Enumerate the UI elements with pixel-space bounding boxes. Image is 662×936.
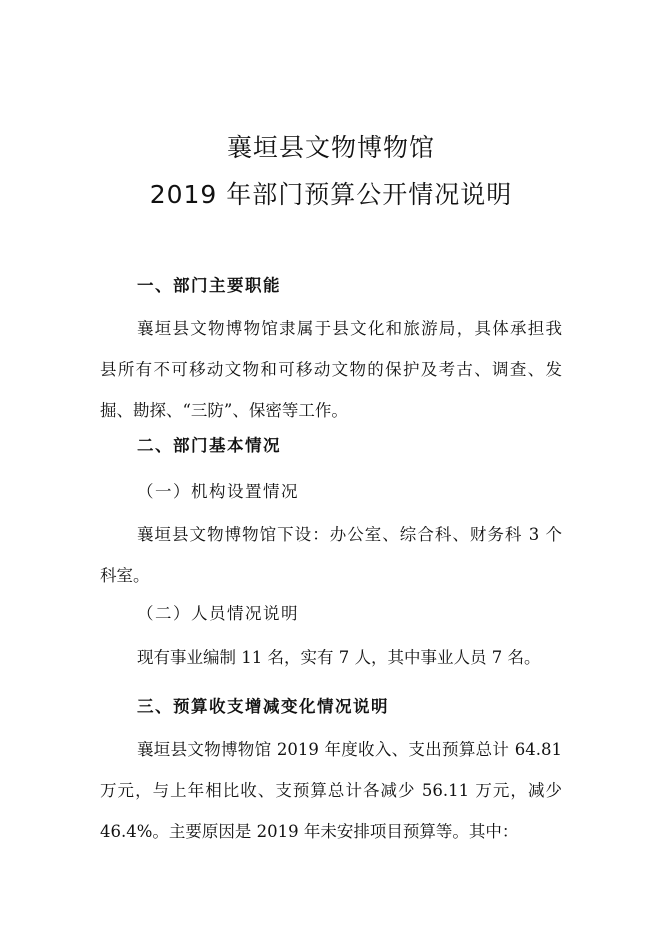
paragraph-personnel — [100, 637, 562, 678]
paragraph-organization — [100, 514, 562, 596]
paragraph-line: 科室。 — [100, 566, 150, 585]
paragraph-line: 万元，与上年相比收、支预算总计各减少 56.11 万元，减少 — [100, 781, 562, 800]
section-heading-budget-changes: 三、预算收支增减变化情况说明 — [137, 697, 389, 716]
paragraph-line: 襄垣县文物博物馆隶属于县文化和旅游局，具体承担我 — [137, 319, 562, 338]
paragraph-line: 县所有不可移动文物和可移动文物的保护及考古、调查、发 — [100, 360, 562, 379]
subheading-organization: （一）机构设置情况 — [137, 482, 299, 501]
paragraph-functions — [100, 308, 562, 431]
section-heading-basic-info: 二、部门基本情况 — [137, 436, 281, 455]
paragraph-line: 46.4%。主要原因是 2019 年未安排项目预算等。其中： — [100, 822, 519, 841]
paragraph-line: 襄垣县文物博物馆 2019 年度收入、支出预算总计 64.81 — [137, 740, 562, 759]
section-heading-functions: 一、部门主要职能 — [137, 276, 281, 295]
paragraph-budget-changes — [100, 729, 562, 852]
subheading-personnel: （二）人员情况说明 — [137, 604, 299, 623]
paragraph-line: 现有事业编制 11 名，实有 7 人，其中事业人员 7 名。 — [137, 648, 541, 667]
document-title: 襄垣县文物博物馆 — [226, 133, 435, 162]
paragraph-line: 襄垣县文物博物馆下设：办公室、综合科、财务科 3 个 — [137, 525, 562, 544]
paragraph-line: 掘、勘探、“三防”、保密等工作。 — [100, 401, 348, 420]
document-subtitle: 2019 年部门预算公开情况说明 — [149, 180, 513, 209]
